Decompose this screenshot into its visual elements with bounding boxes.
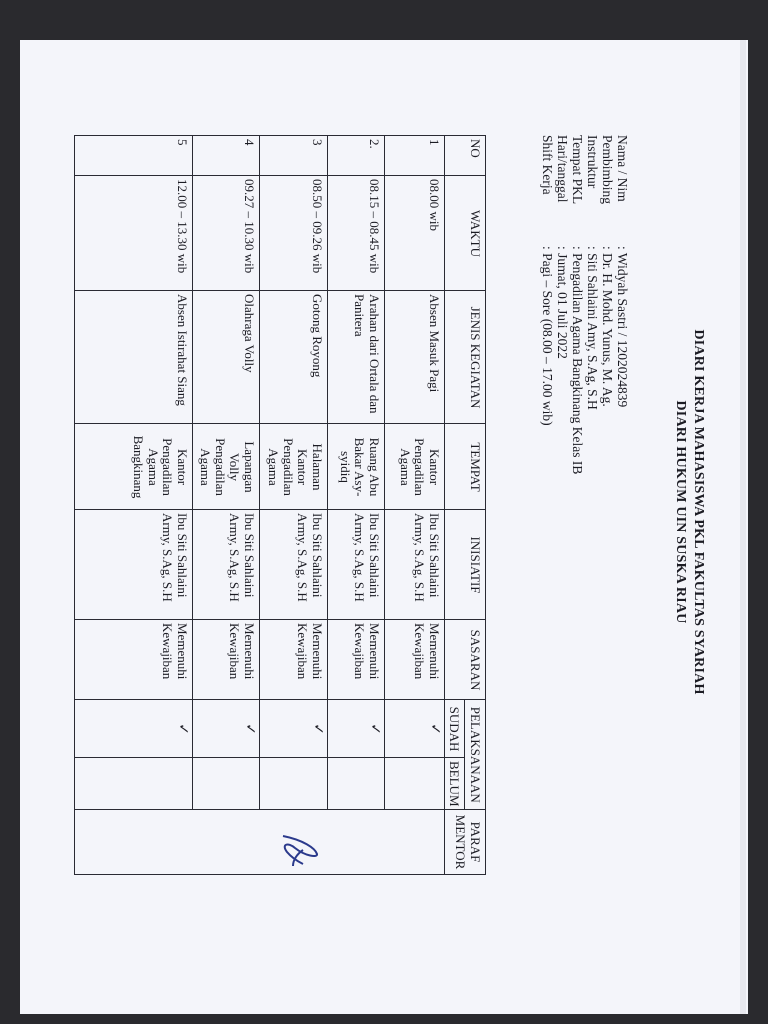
cell-waktu: 12.00 – 13.30 wib xyxy=(75,176,193,291)
info-value: : Siti Sahlaini Amy, S.Ag, S.H xyxy=(585,246,600,410)
info-value: : Pagi – Sore (08.00 – 17.00 wib) xyxy=(540,246,555,426)
cell-no: 4 xyxy=(193,136,260,176)
cell-sasaran: Memenuhi Kewajiban xyxy=(385,620,445,700)
cell-tempat: Lapangan Volly Pengadilan Agama xyxy=(193,424,260,510)
cell-sasaran: Memenuhi Kewajiban xyxy=(193,620,260,700)
cell-sudah-check: ✓ xyxy=(328,700,385,758)
info-row-shift xyxy=(540,135,555,474)
cell-jenis: Absen Masuk Pagi xyxy=(385,291,445,424)
header-waktu: WAKTU xyxy=(445,176,486,291)
cell-belum xyxy=(75,758,193,810)
cell-paraf xyxy=(75,809,445,874)
cell-belum xyxy=(193,758,260,810)
info-row-instruktur xyxy=(585,135,600,474)
cell-sasaran: Memenuhi Kewajiban xyxy=(328,620,385,700)
table-row xyxy=(75,136,193,875)
cell-waktu: 08.50 – 09.26 wib xyxy=(260,176,328,291)
cell-sudah-check: ✓ xyxy=(260,700,328,758)
cell-no: 1 xyxy=(385,136,445,176)
info-label: Instruktur xyxy=(585,135,600,189)
header-belum: BELUM xyxy=(445,758,466,810)
info-value: : Pengadilan Agama Bangkinang Kelas IB xyxy=(570,246,585,475)
cell-jenis: Absen Istirahat Siang xyxy=(75,291,193,424)
cell-sasaran: Memenuhi Kewajiban xyxy=(75,620,193,700)
info-row-pembimbing xyxy=(600,135,615,474)
info-value: : Widyah Sastri / 1202024839 xyxy=(615,246,630,408)
info-label: Hari/tanggal xyxy=(555,135,570,203)
info-label: Shift Kerja xyxy=(540,135,555,195)
document-subtitle: DIARI HUKUM UIN SUSKA RIAU xyxy=(673,400,688,624)
table-header-row xyxy=(465,136,486,875)
cell-sudah-check: ✓ xyxy=(385,700,445,758)
info-row-nama xyxy=(615,135,630,474)
cell-tempat: Halaman Kantor Pengadilan Agama xyxy=(260,424,328,510)
cell-inisiatif: Ibu Siti Sahlaini Army, S.Ag, S.H xyxy=(75,510,193,620)
info-value: : Jumat, 01 Juli 2022 xyxy=(555,246,570,359)
cell-tempat: Ruang Abu Bakar Asy-syidiq xyxy=(328,424,385,510)
cell-waktu: 08.15 – 08.45 wib xyxy=(328,176,385,291)
cell-inisiatif: Ibu Siti Sahlaini Army, S.Ag, S.H xyxy=(193,510,260,620)
cell-belum xyxy=(385,758,445,810)
header-pelaksanaan: PELAKSANAAN xyxy=(465,700,486,810)
info-label: Pembimbing xyxy=(600,135,615,205)
cell-tempat: Kantor Pengadilan Agama Bangkinang xyxy=(75,424,193,510)
info-value: : Dr. H. Mohd. Yunus, M. Ag. xyxy=(600,246,615,407)
header-no: NO xyxy=(445,136,486,176)
info-row-hari xyxy=(555,135,570,474)
cell-no: 5 xyxy=(75,136,193,176)
header-tempat: TEMPAT xyxy=(445,424,486,510)
header-paraf: PARAF MENTOR xyxy=(445,809,486,874)
cell-belum xyxy=(260,758,328,810)
table-row xyxy=(328,136,385,875)
header-inisiatif: INISIATIF xyxy=(445,510,486,620)
header-sasaran: SASARAN xyxy=(445,620,486,700)
cell-jenis: Olahraga Volly xyxy=(193,291,260,424)
cell-sasaran: Memenuhi Kewajiban xyxy=(260,620,328,700)
cell-jenis: Arahan dari Ortala dan Panitera xyxy=(328,291,385,424)
cell-sudah-check: ✓ xyxy=(193,700,260,758)
table-row xyxy=(193,136,260,875)
cell-belum xyxy=(328,758,385,810)
cell-inisiatif: Ibu Siti Sahlaini Army, S.Ag, S.H xyxy=(260,510,328,620)
cell-jenis: Gotong Royong xyxy=(260,291,328,424)
cell-waktu: 09.27 – 10.30 wib xyxy=(193,176,260,291)
info-block xyxy=(540,135,630,474)
document-title: DIARI KERJA MAHASISWA PKL FAKULTAS SYARIAH xyxy=(691,329,706,695)
cell-tempat: Kantor Pengadilan Agama xyxy=(385,424,445,510)
cell-inisiatif: Ibu Siti Sahlaini Army, S.Ag, S.H xyxy=(328,510,385,620)
info-label: Tempat PKL xyxy=(570,135,585,205)
cell-sudah-check: ✓ xyxy=(75,700,193,758)
info-label: Nama / Nim xyxy=(615,135,630,202)
table-row xyxy=(260,136,328,875)
table-row xyxy=(385,136,445,875)
header-sudah: SUDAH xyxy=(445,700,466,758)
cell-no: 3 xyxy=(260,136,328,176)
cell-waktu: 08.00 wib xyxy=(385,176,445,291)
cell-no: 2. xyxy=(328,136,385,176)
info-row-tempat xyxy=(570,135,585,474)
mentor-signature xyxy=(273,830,323,870)
activity-table xyxy=(74,135,486,875)
header-jenis: JENIS KEGIATAN xyxy=(445,291,486,424)
cell-inisiatif: Ibu Siti Sahlaini Army, S.Ag, S.H xyxy=(385,510,445,620)
